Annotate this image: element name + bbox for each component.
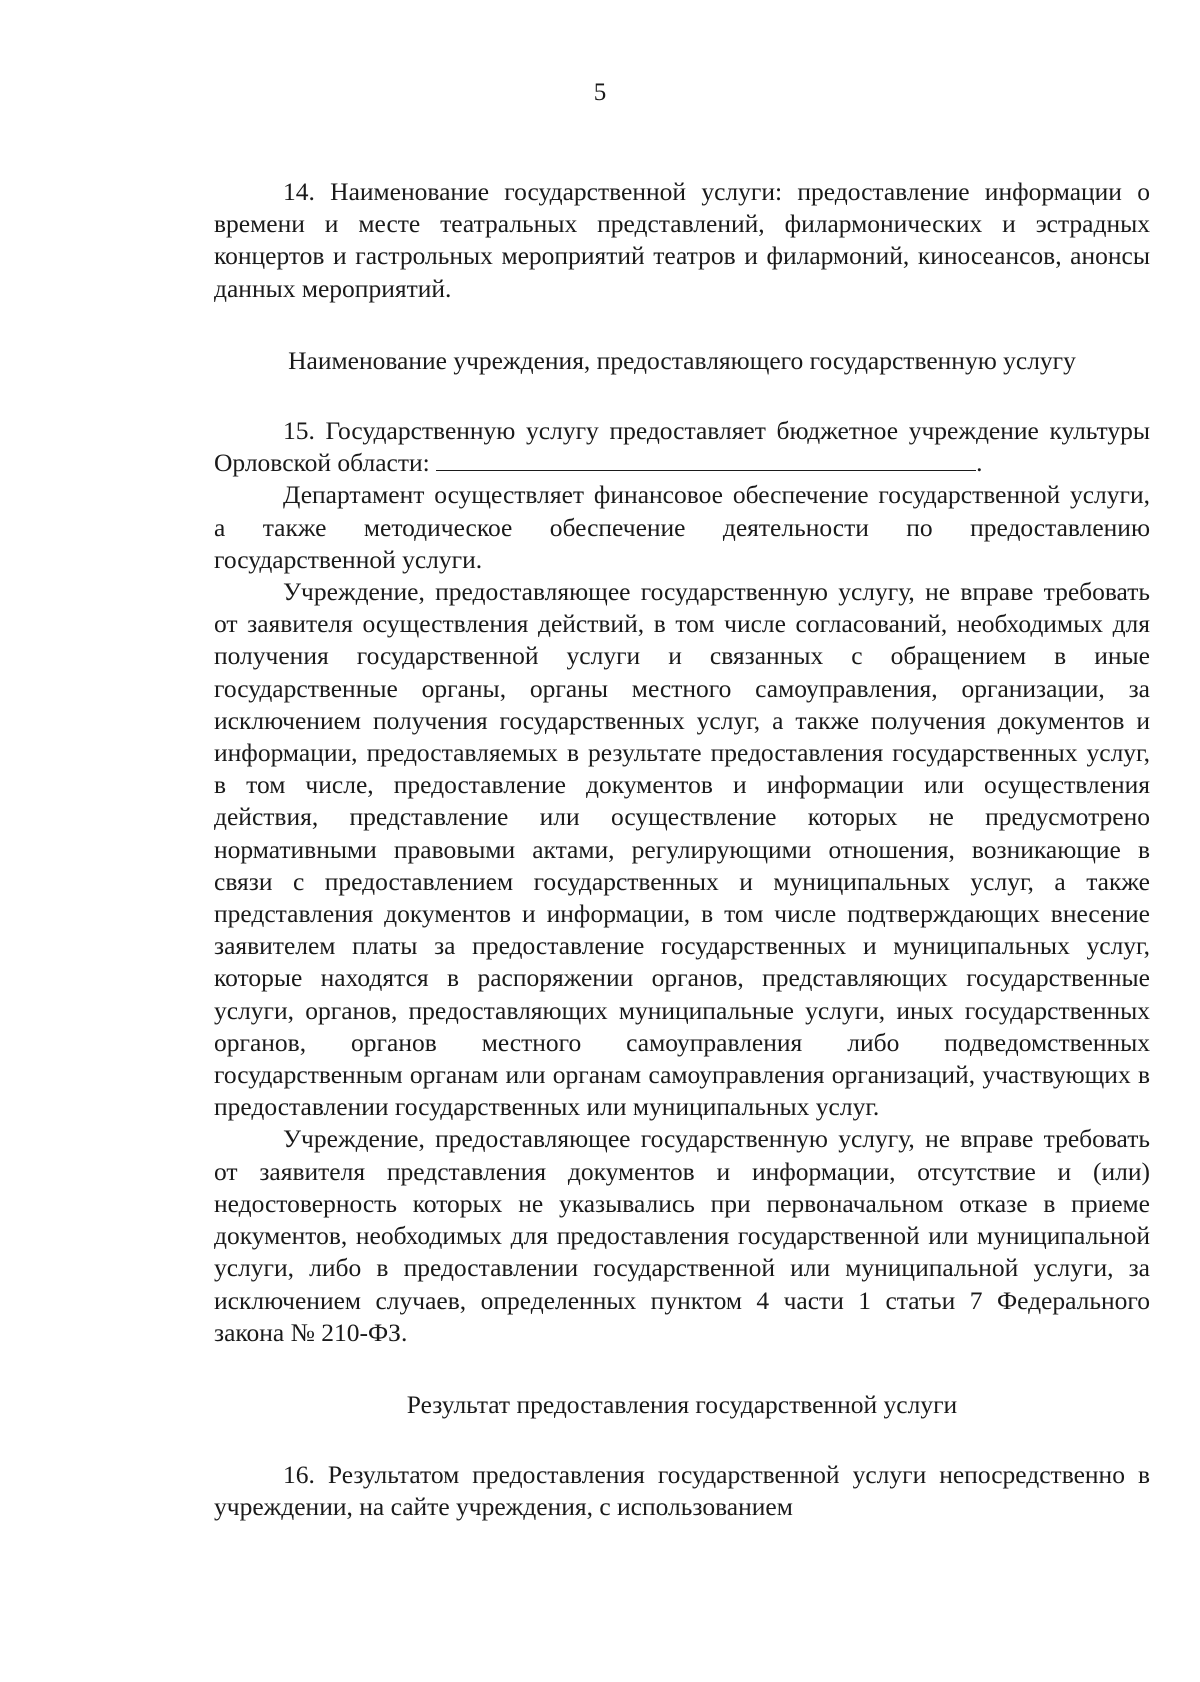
item-14-paragraph: 14. Наименование государственной услуги: предоставление информации о времени и месте театральных представлений, филармонических и эстрадных концертов и гастрольных мероприятий театров и филармоний, киносеансов, анонсы данных мероприятий. bbox=[214, 177, 1150, 303]
page-number: 5 bbox=[593, 79, 607, 106]
spacer bbox=[214, 1421, 1150, 1459]
spacer bbox=[214, 305, 1150, 345]
item-15-end: . bbox=[976, 448, 983, 478]
spacer bbox=[214, 1349, 1150, 1389]
item-15-paragraph bbox=[214, 415, 1150, 479]
item-15-lead: 15. Государственную услугу предоставляет бюджетное учреждение культуры Орловской области: bbox=[214, 416, 1150, 478]
spacer bbox=[214, 377, 1150, 415]
document-body bbox=[214, 176, 1150, 1524]
item-16-paragraph: 16. Результатом предоставления государственной услуги непосредственно в учреждении, на сайте учреждения, с использованием bbox=[214, 1460, 1150, 1522]
no-right-paragraph-2: Учреждение, предоставляющее государственную услугу, не вправе требовать от заявителя представления документов и информации, отсутствие и (или) недостоверность которых не указывались при первоначальном отказе в приеме документов, необходимых для предоставления государственной или муниципальной услуги, либо в предоставлении государственной или муниципальной услуги, за исключением случаев, определенных пунктом 4 части 1 статьи 7 Федерального закона № 210-ФЗ. bbox=[214, 1124, 1150, 1347]
department-paragraph: Департамент осуществляет финансовое обеспечение государственной услуги, а также методическое обеспечение деятельности по предоставлению государственной услуги. bbox=[214, 480, 1150, 574]
heading-institution: Наименование учреждения, предоставляющего государственную услугу bbox=[288, 345, 1076, 375]
fill-in-blank-line bbox=[436, 448, 976, 471]
no-right-paragraph-1: Учреждение, предоставляющее государственную услугу, не вправе требовать от заявителя осуществления действий, в том числе согласований, необходимых для получения государственной услуги и связанных с обращением в иные государственные органы, органы местного самоуправления, организации, за исключением получения государственных услуг, а также получения документов и информации, предоставляемых в результате предоставления государственных услуг, в том числе, предоставление документов и информации или осуществления действия, представление или осуществление которых не предусмотрено нормативными правовыми актами, регулирующими отношения, возникающие в связи с предоставлением государственных и муниципальных услуг, а также представления документов и информации, в том числе подтверждающих внесение заявителем платы за предоставление государственных и муниципальных услуг, которые находятся в распоряжении органов, представляющих государственные услуги, органов, предоставляющих муниципальные услуги, иных государственных органов, органов местного самоуправления либо подведомственных государственным органам или органам самоуправления организаций, участвующих в предоставлении государственных или муниципальных услуг. bbox=[214, 577, 1150, 1122]
heading-result: Результат предоставления государственной услуги bbox=[406, 1389, 958, 1419]
